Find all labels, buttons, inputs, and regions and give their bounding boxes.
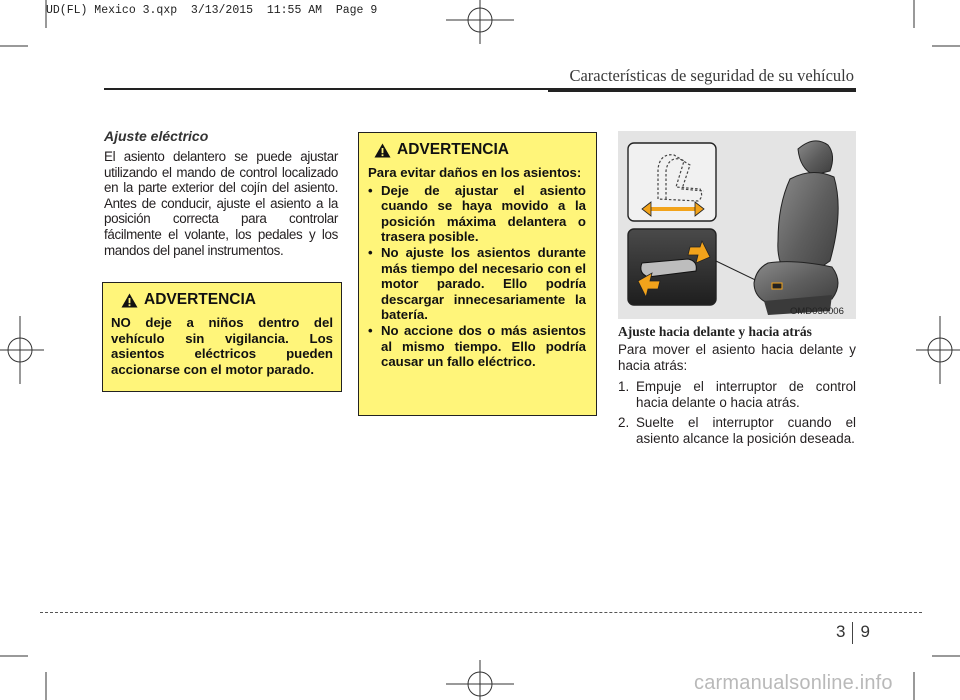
forward-back-intro: Para mover el asiento hacia delante y hacia atrás: (618, 342, 856, 373)
step-number: 2. (618, 415, 630, 431)
seat-illustration (618, 131, 856, 319)
page-number-value: 9 (860, 622, 870, 641)
footer-rule (40, 612, 922, 613)
warning-title: ADVERTENCIA (144, 291, 256, 308)
watermark: carmanualsonline.info (694, 672, 893, 694)
warning-triangle-icon (121, 293, 138, 308)
chapter-number: 3 (836, 622, 846, 641)
step-text: Empuje el interruptor de control hacia delante o hacia atrás. (636, 379, 856, 410)
warning-header (121, 291, 333, 309)
seat-drawing (618, 131, 856, 319)
warning-box-children (102, 282, 342, 392)
title-rule-accent (548, 88, 856, 92)
page-number (836, 622, 870, 644)
figure-caption: OMD030006 (790, 306, 844, 317)
warning-bullet-list (368, 183, 586, 370)
page-number-divider (852, 622, 853, 644)
warning-triangle-icon (374, 143, 391, 158)
section-heading-electric-adjust: Ajuste eléctrico (104, 128, 209, 144)
step-number: 1. (618, 379, 630, 395)
subheading-forward-back: Ajuste hacia delante y hacia atrás (618, 324, 812, 339)
warning-text: NO deje a niños dentro del vehículo sin vigilancia. Los asientos eléctricos pueden accionarse con el motor parado. (111, 315, 333, 377)
section-title: Características de seguridad de su vehículo (569, 66, 854, 85)
step-item (618, 415, 856, 446)
column-right (618, 342, 856, 452)
warning-bullet: • No accione dos o más asientos al mismo tiempo. Ello podría causar un fallo eléctrico. (368, 323, 586, 370)
print-header: UD(FL) Mexico 3.qxp 3/13/2015 11:55 AM Page 9 (46, 4, 378, 17)
warning-box-seat-damage (358, 132, 597, 416)
warning-intro: Para evitar daños en los asientos: (368, 165, 582, 180)
column-left (104, 128, 338, 258)
electric-adjust-paragraph: El asiento delantero se puede ajustar utilizando el mando de control localizado en la parte exterior del cojín del asiento. Antes de conducir, ajuste el asiento a la posición correcta para controlar fácilmente el volante, los pedales y los mandos del panel instrumentos. (104, 149, 338, 258)
step-text: Suelte el interruptor cuando el asiento alcance la posición deseada. (636, 415, 856, 446)
warning-title: ADVERTENCIA (397, 141, 509, 158)
warning-bullet: • Deje de ajustar el asiento cuando se haya movido a la posición máxima delantera o trasera posible. (368, 183, 586, 245)
seat-icon (754, 141, 838, 315)
warning-header (374, 141, 586, 159)
step-item (618, 379, 856, 410)
warning-bullet: • No ajuste los asientos durante más tiempo del necesario con el motor parado. Ello podría descargar innecesariamente la batería. (368, 245, 586, 323)
